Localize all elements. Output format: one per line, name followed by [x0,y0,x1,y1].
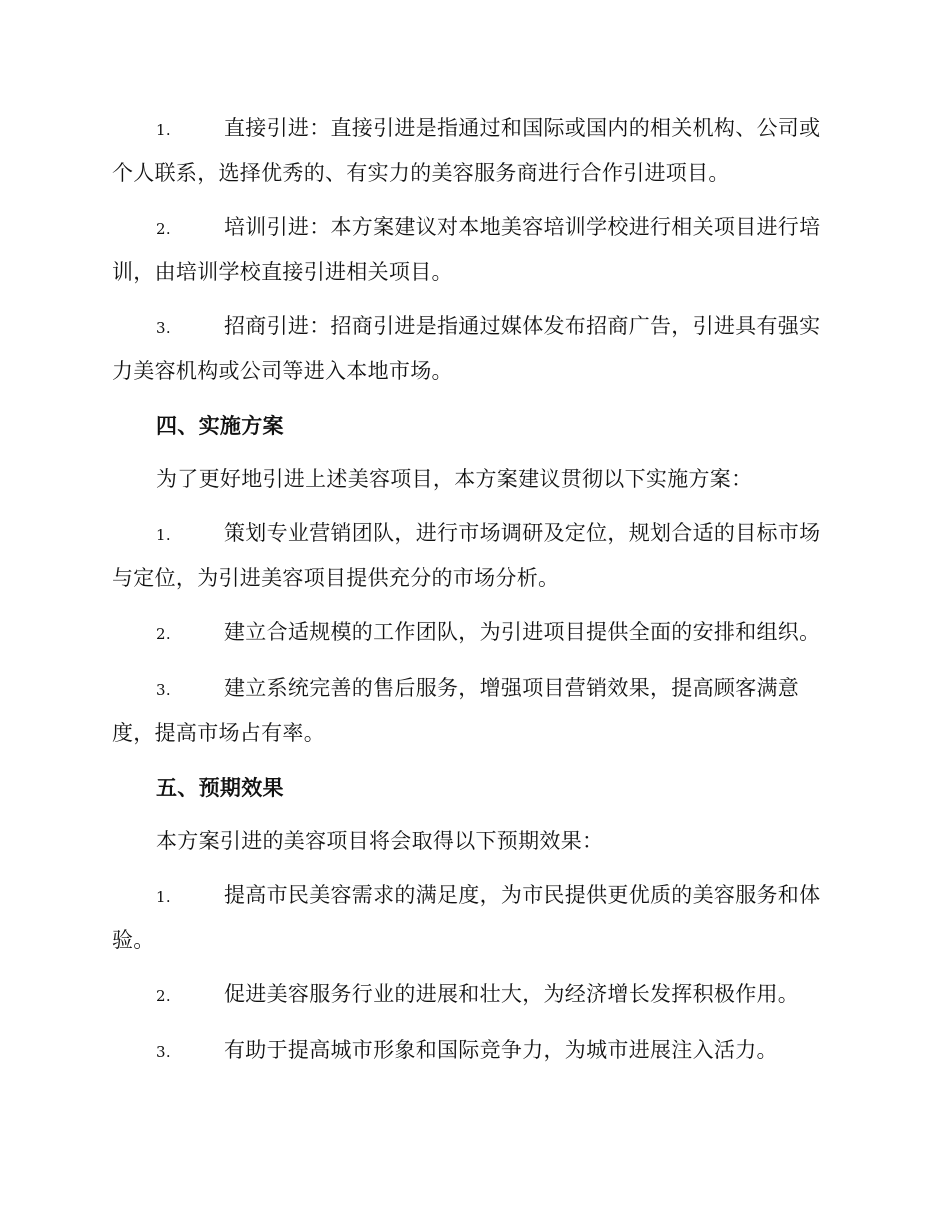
list-number: 1. [156,888,171,906]
list-item [112,1029,838,1074]
list-number: 3. [156,319,171,337]
list-number: 2. [156,987,171,1005]
list-text: 培训引进：本方案建议对本地美容培训学校进行相关项目进行培训，由培训学校直接引进相关项目。 [112,215,821,284]
list-item [112,512,838,600]
list-item [112,611,838,656]
list-text: 促进美容服务行业的进展和壮大，为经济增长发挥积极作用。 [224,982,800,1006]
list-number: 1. [156,121,171,139]
list-text: 建立系统完善的售后服务，增强项目营销效果，提高顾客满意度，提高市场占有率。 [112,676,800,745]
section-intro: 为了更好地引进上述美容项目，本方案建议贯彻以下实施方案： [156,467,753,491]
document-page [112,107,838,1085]
section-heading: 五、预期效果 [156,775,284,800]
list-number: 2. [156,220,171,238]
list-item [112,206,838,294]
list-item [112,973,838,1018]
list-item [112,305,838,393]
list-number: 3. [156,681,171,699]
list-text: 招商引进：招商引进是指通过媒体发布招商广告，引进具有强实力美容机构或公司等进入本地市场。 [112,314,821,383]
list-text: 策划专业营销团队，进行市场调研及定位，规划合适的目标市场与定位，为引进美容项目提供充分的市场分析。 [112,521,821,590]
list-item [112,107,838,195]
list-text: 建立合适规模的工作团队，为引进项目提供全面的安排和组织。 [224,620,821,644]
list-number: 3. [156,1043,171,1061]
list-number: 1. [156,526,171,544]
list-item [112,667,838,755]
list-text: 提高市民美容需求的满足度，为市民提供更优质的美容服务和体验。 [112,883,821,952]
section-heading: 四、实施方案 [156,413,284,438]
list-number: 2. [156,625,171,643]
section-intro: 本方案引进的美容项目将会取得以下预期效果： [156,829,604,853]
list-text: 直接引进：直接引进是指通过和国际或国内的相关机构、公司或个人联系，选择优秀的、有实力的美容服务商进行合作引进项目。 [112,116,821,185]
list-item [112,874,838,962]
list-text: 有助于提高城市形象和国际竞争力，为城市进展注入活力。 [224,1038,778,1062]
